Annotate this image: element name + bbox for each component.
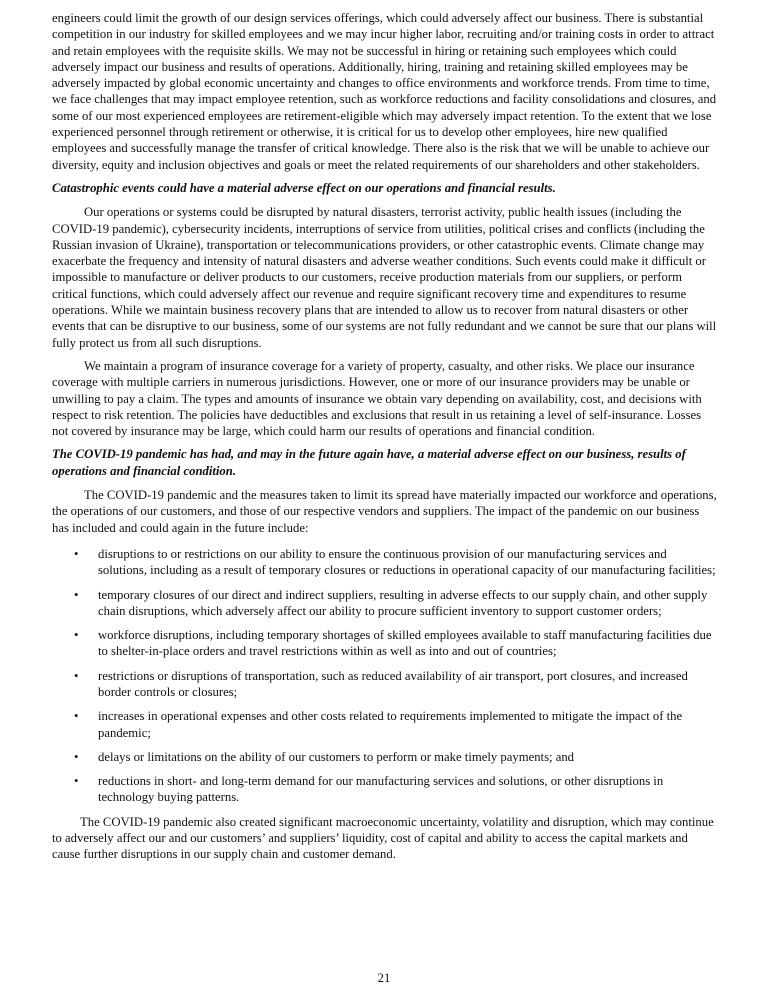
document-page <box>52 10 718 870</box>
heading-covid: The COVID-19 pandemic has had, and may in the future again have, a material adverse effect on our business, results of operations and financial condition. <box>52 447 686 478</box>
bullet-icon: • <box>74 546 79 561</box>
list-item <box>52 587 718 620</box>
bullet-icon: • <box>74 749 79 764</box>
list-item-text: workforce disruptions, including temporary shortages of skilled employees available to staff manufacturing facilities due to shelter-in-place orders and travel restrictions within as well as into and out of countries; <box>98 628 712 659</box>
bullet-icon: • <box>74 628 79 643</box>
page-number: 21 <box>377 971 391 985</box>
list-item-text: disruptions to or restrictions on our ability to ensure the continuous provision of our manufacturing services and solutions, including as a result of temporary closures or reductions in operational capacity of our manufacturing facilities; <box>98 546 716 578</box>
list-item-text: reductions in short- and long-term demand for our manufacturing services and solutions, or other disruptions in technology buying patterns. <box>98 774 664 805</box>
bullet-icon: • <box>74 774 79 789</box>
list-item <box>52 546 718 579</box>
covid-impact-list <box>52 546 718 806</box>
list-item <box>52 708 718 741</box>
bullet-icon: • <box>74 668 79 683</box>
list-item <box>52 627 718 660</box>
paragraph-covid-intro: The COVID-19 pandemic and the measures taken to limit its spread have materially impacted our workforce and operations, the operations of our customers, and those of our respective vendors and suppliers. The impact of the pandemic on our business has included and could again in the future include: <box>52 488 717 535</box>
list-item-text: increases in operational expenses and other costs related to requirements implemented to mitigate the impact of the pandemic; <box>98 709 683 740</box>
heading-catastrophic-events: Catastrophic events could have a material adverse effect on our operations and financial results. <box>52 180 556 195</box>
list-item-text: delays or limitations on the ability of our customers to perform or make timely payments; and <box>98 749 575 764</box>
paragraph-covid-closing: The COVID-19 pandemic also created significant macroeconomic uncertainty, volatility and disruption, which may continue to adversely affect our and our customers’ and suppliers’ liquidity, cost of capital and ability to access the capital markets and cause further disruptions in our supply chain and customer demand. <box>52 814 714 862</box>
paragraph-disruptions: Our operations or systems could be disrupted by natural disasters, terrorist activity, public health issues (including the COVID-19 pandemic), cybersecurity incidents, interruptions of service from utilities, political crises and conflicts (including the Russian invasion of Ukraine), transportation or telecommunications providers, or other catastrophic events. Climate change may exacerbate the frequency and intensity of natural disasters and adverse weather conditions. Such events could make it difficult or impossible to manufacture or deliver products to our customers, receive production materials from our suppliers, or perform critical functions, which could adversely affect our revenue and require significant recovery time and expenditures to resume operations. While we maintain business recovery plans that are intended to allow us to recover from natural disasters or other events that can be disruptive to our business, some of our systems are not fully redundant and we cannot be sure that our plans will fully protect us from all such disruptions. <box>52 205 717 350</box>
list-item-text: restrictions or disruptions of transportation, such as reduced availability of air transport, port closures, and increased border controls or closures; <box>98 668 688 699</box>
list-item <box>52 773 718 806</box>
paragraph-insurance: We maintain a program of insurance coverage for a variety of property, casualty, and other risks. We place our insurance coverage with multiple carriers in numerous jurisdictions. However, one or more of our insurance providers may be unable or unwilling to pay a claim. The types and amounts of insurance we obtain vary depending on availability, cost, and decisions with respect to risk retention. The policies have deductibles and exclusions that result in us retaining a level of self-insurance. Losses not covered by insurance may be large, which could harm our results of operations and financial condition. <box>52 358 702 439</box>
bullet-icon: • <box>74 587 79 602</box>
list-item-text: temporary closures of our direct and indirect suppliers, resulting in adverse effects to our supply chain, and other supply chain disruptions, which adversely affect our ability to procure sufficient inventory to support customer orders; <box>98 587 708 618</box>
list-item <box>52 749 718 765</box>
list-item <box>52 668 718 701</box>
paragraph-workforce: engineers could limit the growth of our design services offerings, which could adversely affect our business. There is substantial competition in our industry for skilled employees and we may incur higher labor, recruiting and/or training costs in order to attract and retain employees with the requisite skills. We may not be successful in hiring or retaining such employees which could adversely impact our business and results of operations. Additionally, hiring, training and retaining skilled employees may be adversely impacted by global economic uncertainty and changes to office environments and workforce trends. From time to time, we face challenges that may impact employee retention, such as workforce reductions and facility consolidations and closures, and some of our most experienced employees are retirement-eligible which may adversely impact retention. To the extent that we lose experienced personnel through retirement or otherwise, it is critical for us to develop other employees, hire new qualified employees and successfully manage the transfer of critical knowledge. There also is the risk that we will be unable to achieve our diversity, equity and inclusion objectives and goals or meet the related requirements of our shareholders and other stakeholders. <box>52 11 717 172</box>
bullet-icon: • <box>74 709 79 724</box>
